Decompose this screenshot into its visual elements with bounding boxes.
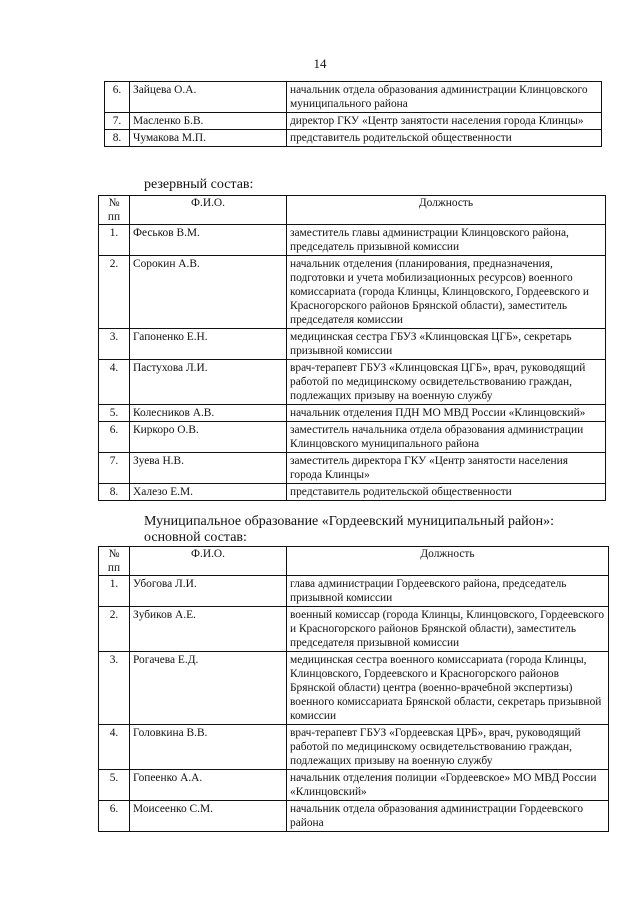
header-name: Ф.И.О. — [130, 547, 287, 576]
table-header-row — [99, 547, 609, 576]
table-row — [99, 801, 609, 832]
table-row — [99, 422, 606, 453]
row-name: Чумакова М.П. — [130, 130, 287, 147]
row-position: заместитель начальника отдела образования администрации Клинцовского муниципального района — [287, 422, 606, 453]
row-position: врач-терапевт ГБУЗ «Клинцовская ЦГБ», врач, руководящий работой по медицинскому освидетельствованию граждан, подлежащих призыву на военную службу — [287, 360, 606, 405]
row-name: Киркоро О.В. — [130, 422, 287, 453]
row-number: 6. — [99, 422, 130, 453]
municipality-heading: Муниципальное образование «Гордеевский муниципальный район»: — [144, 514, 555, 529]
row-number: 7. — [99, 453, 130, 484]
header-num: № пп — [99, 196, 130, 225]
row-number: 3. — [99, 329, 130, 360]
row-number: 6. — [105, 82, 130, 113]
row-number: 6. — [99, 801, 130, 832]
row-position: заместитель главы администрации Клинцовского района, председатель призывной комиссии — [287, 225, 606, 256]
main-composition-heading: основной состав: — [144, 530, 247, 545]
table-continuation-body — [105, 82, 602, 147]
table-row — [99, 225, 606, 256]
row-name: Масленко Б.В. — [130, 113, 287, 130]
row-number: 2. — [99, 607, 130, 652]
row-position: начальник отделения ПДН МО МВД России «Клинцовский» — [287, 405, 606, 422]
row-number: 2. — [99, 256, 130, 329]
reserve-heading: резервный состав: — [144, 177, 254, 192]
row-number: 1. — [99, 225, 130, 256]
table-row — [105, 113, 602, 130]
row-name: Сорокин А.В. — [130, 256, 287, 329]
row-name: Феськов В.М. — [130, 225, 287, 256]
row-position: медицинская сестра военного комиссариата (города Клинцы, Клинцовского, Гордеевского и Красногорского районов Брянской области) центра (военно-врачебной экспертизы) военного комиссариата Брянской области, секретарь призывной комиссии — [287, 652, 609, 725]
table-reserve-body — [99, 225, 606, 501]
row-number: 4. — [99, 725, 130, 770]
row-name: Колесников А.В. — [130, 405, 287, 422]
row-name: Рогачева Е.Д. — [130, 652, 287, 725]
table-reserve — [98, 195, 606, 501]
header-position: Должность — [287, 547, 609, 576]
table-row — [99, 484, 606, 501]
row-position: начальник отдела образования администрации Гордеевского района — [287, 801, 609, 832]
row-position: врач-терапевт ГБУЗ «Гордеевская ЦРБ», врач, руководящий работой по медицинскому освидетельствованию граждан, подлежащих призыву на военную службу — [287, 725, 609, 770]
table-row — [105, 82, 602, 113]
table-row — [99, 770, 609, 801]
table-row — [99, 652, 609, 725]
row-number: 5. — [99, 770, 130, 801]
table-row — [99, 256, 606, 329]
row-position: директор ГКУ «Центр занятости населения города Клинцы» — [287, 113, 602, 130]
row-name: Гапоненко Е.Н. — [130, 329, 287, 360]
table-continuation — [104, 81, 602, 147]
row-name: Убогова Л.И. — [130, 576, 287, 607]
row-position: представитель родительской общественности — [287, 484, 606, 501]
row-position: заместитель директора ГКУ «Центр занятости населения города Клинцы» — [287, 453, 606, 484]
row-name: Моисеенко С.М. — [130, 801, 287, 832]
row-position: глава администрации Гордеевского района, председатель призывной комиссии — [287, 576, 609, 607]
row-name: Зайцева О.А. — [130, 82, 287, 113]
row-name: Зубиков А.Е. — [130, 607, 287, 652]
table-main-composition — [98, 546, 609, 832]
row-number: 1. — [99, 576, 130, 607]
row-position: медицинская сестра ГБУЗ «Клинцовская ЦГБ», секретарь призывной комиссии — [287, 329, 606, 360]
table-row — [99, 453, 606, 484]
page-number: 14 — [313, 56, 327, 71]
row-name: Халезо Е.М. — [130, 484, 287, 501]
row-name: Гопеенко А.А. — [130, 770, 287, 801]
row-number: 3. — [99, 652, 130, 725]
row-number: 8. — [105, 130, 130, 147]
header-position: Должность — [287, 196, 606, 225]
table-row — [99, 576, 609, 607]
row-number: 5. — [99, 405, 130, 422]
row-name: Головкина В.В. — [130, 725, 287, 770]
row-position: начальник отделения (планирования, предназначения, подготовки и учета мобилизационных ресурсов) военного комиссариата (города Клинцы, Клинцовского, Гордеевского и Красногорского районов Брянской области), заместитель председателя комиссии — [287, 256, 606, 329]
table-row — [99, 607, 609, 652]
table-row — [105, 130, 602, 147]
header-num: № пп — [99, 547, 130, 576]
row-position: начальник отдела образования администрации Клинцовского муниципального района — [287, 82, 602, 113]
row-number: 8. — [99, 484, 130, 501]
table-row — [99, 360, 606, 405]
table-main-composition-body — [99, 576, 609, 832]
row-position: начальник отделения полиции «Гордеевское» МО МВД России «Клинцовский» — [287, 770, 609, 801]
row-name: Зуева Н.В. — [130, 453, 287, 484]
row-number: 7. — [105, 113, 130, 130]
row-name: Пастухова Л.И. — [130, 360, 287, 405]
table-row — [99, 725, 609, 770]
row-number: 4. — [99, 360, 130, 405]
row-position: представитель родительской общественности — [287, 130, 602, 147]
table-row — [99, 405, 606, 422]
table-row — [99, 329, 606, 360]
header-name: Ф.И.О. — [130, 196, 287, 225]
row-position: военный комиссар (города Клинцы, Клинцовского, Гордеевского и Красногорского районов Брянской области), заместитель председателя призывной комиссии — [287, 607, 609, 652]
table-header-row — [99, 196, 606, 225]
